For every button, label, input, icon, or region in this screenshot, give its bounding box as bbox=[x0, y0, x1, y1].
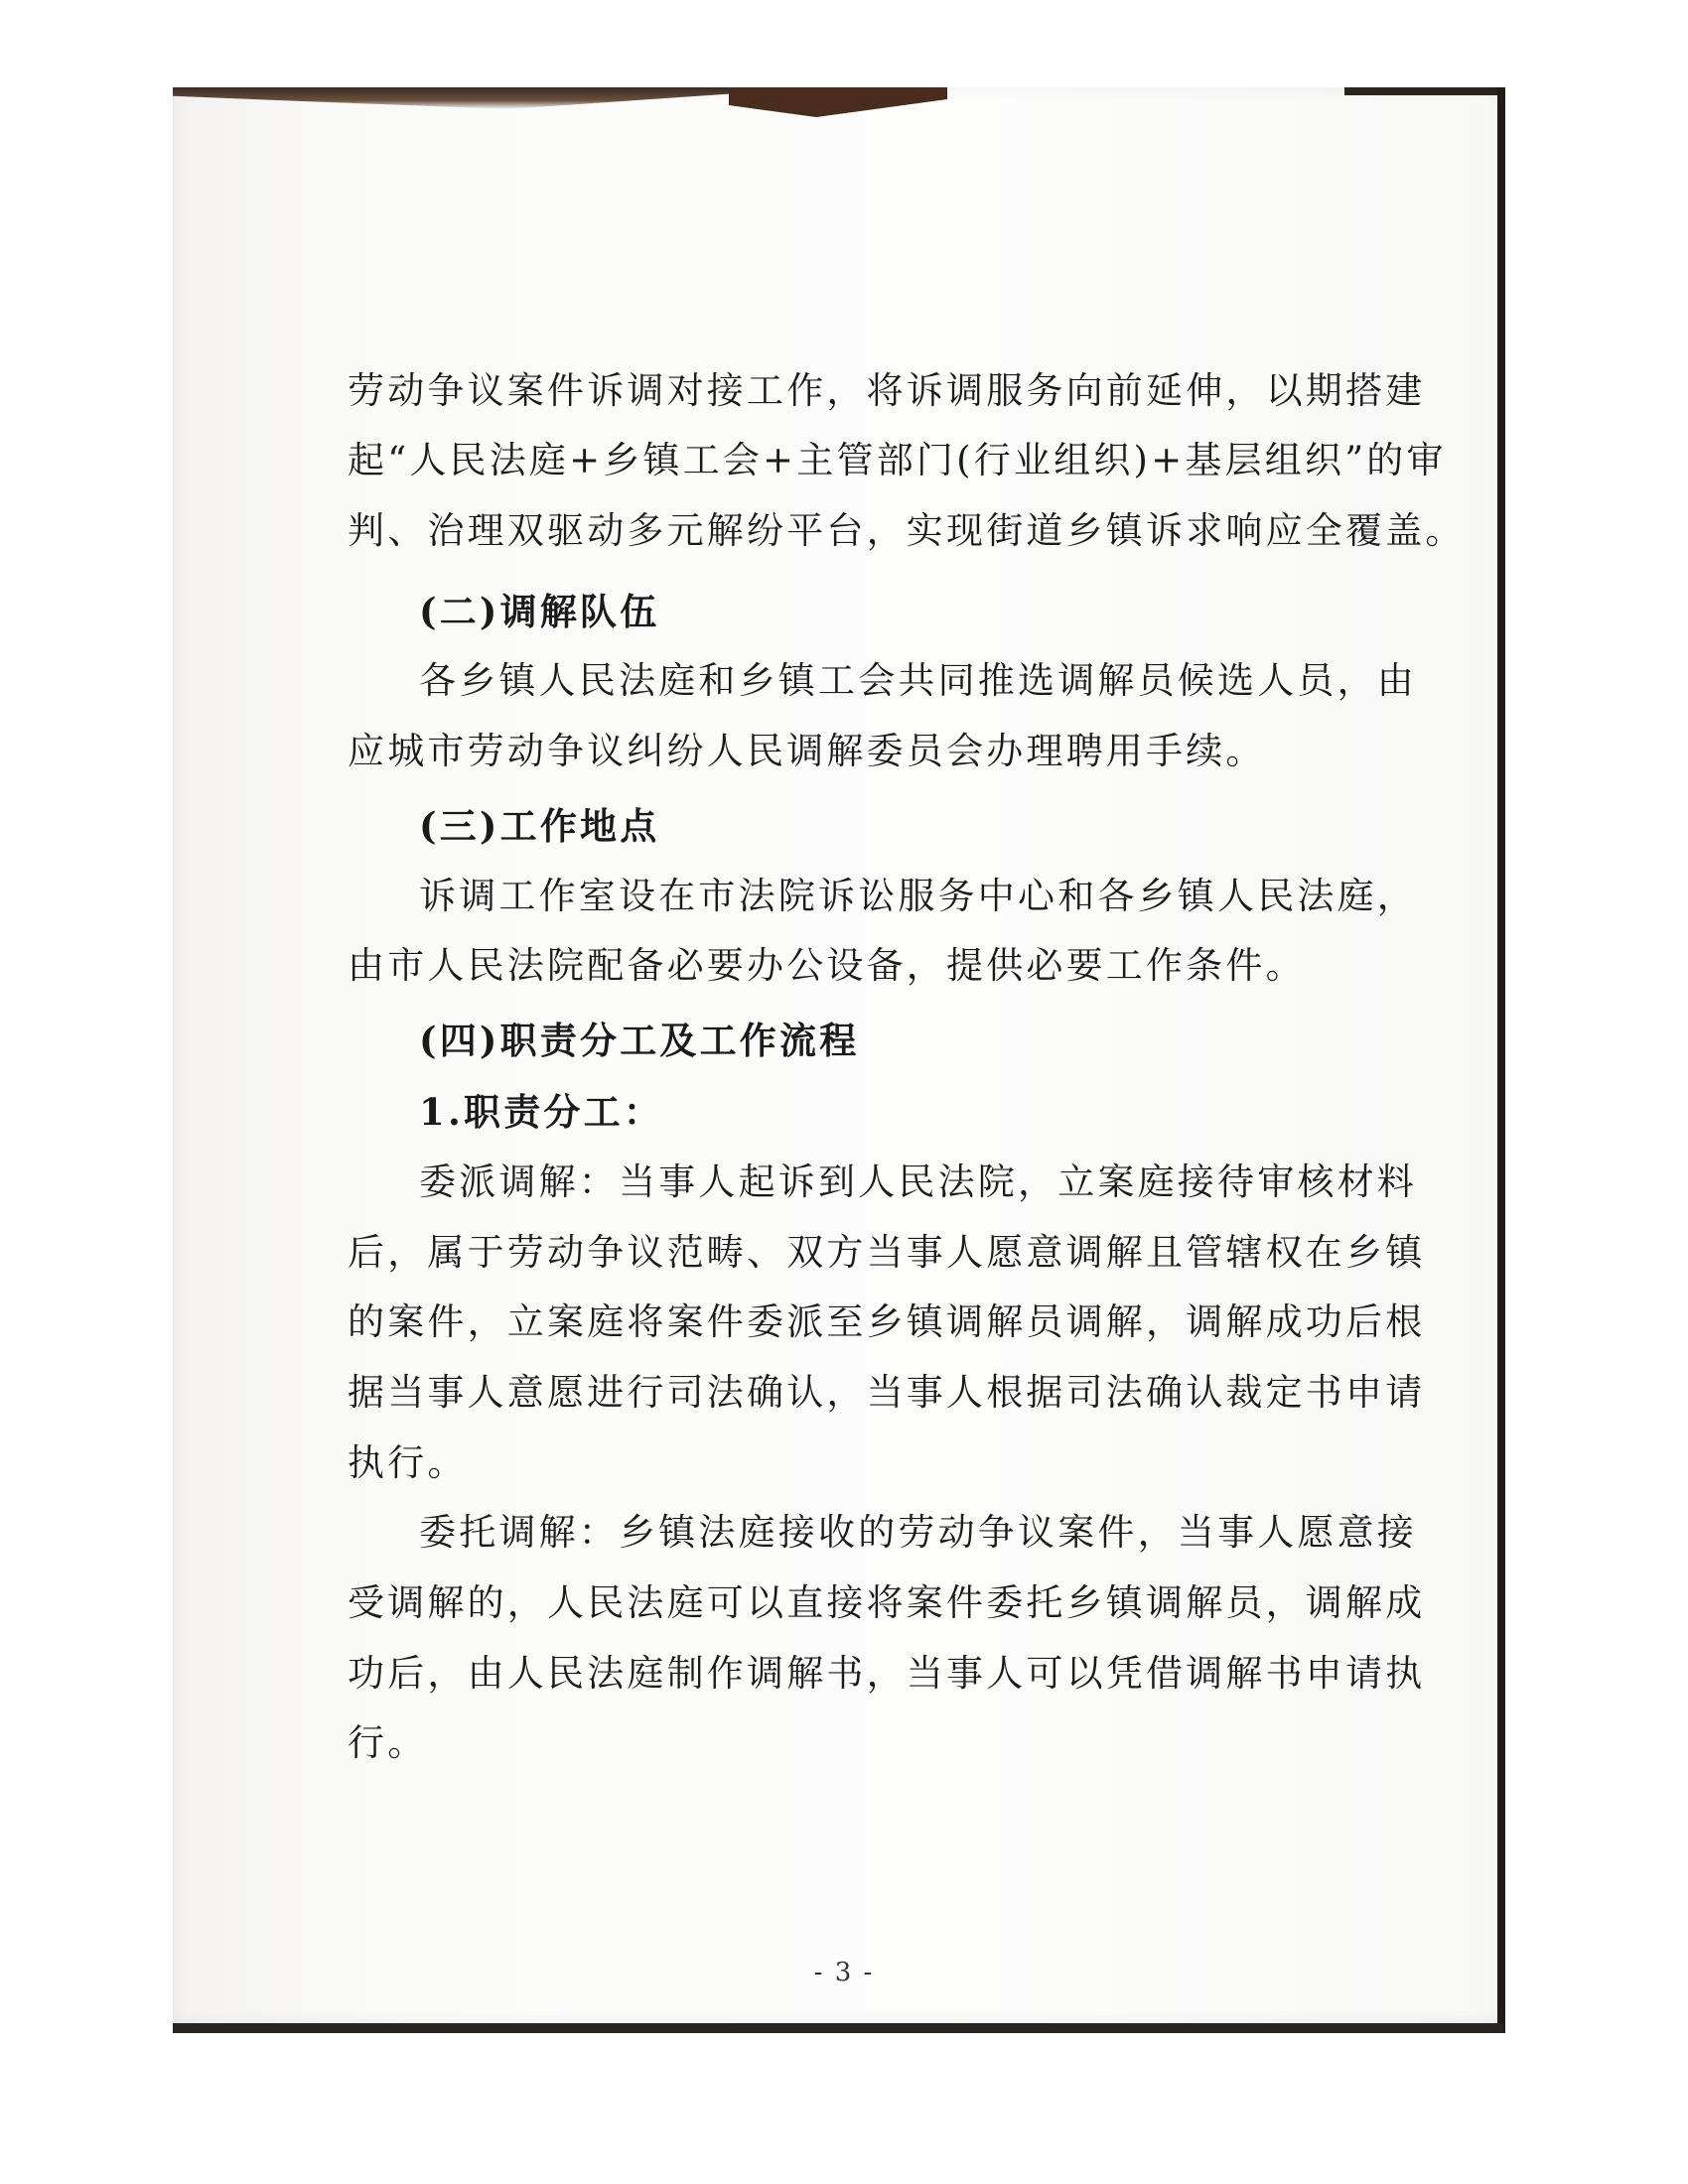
paragraph-3-line-1: 诉调工作室设在市法院诉讼服务中心和各乡镇人民法庭， bbox=[419, 875, 1417, 917]
page-edge-bottom bbox=[173, 2023, 1503, 2033]
paragraph-3-line-2: 由市人民法院配备必要办公设备，提供必要工作条件。 bbox=[348, 944, 1306, 987]
subheading-responsibilities: 1.职责分工： bbox=[419, 1090, 664, 1134]
paragraph-5-line-4: 行。 bbox=[348, 1721, 428, 1764]
heading-mediation-team: (二)调解队伍 bbox=[419, 590, 660, 633]
page-edge-top-right bbox=[1344, 87, 1503, 95]
paragraph-4-line-5: 执行。 bbox=[348, 1441, 468, 1484]
paragraph-5-line-3: 功后，由人民法庭制作调解书，当事人可以凭借调解书申请执 bbox=[348, 1652, 1426, 1695]
heading-responsibilities-workflow: (四)职责分工及工作流程 bbox=[419, 1019, 860, 1062]
background-left bbox=[0, 0, 173, 2184]
paragraph-4-line-4: 据当事人意愿进行司法确认，当事人根据司法确认裁定书申请 bbox=[348, 1371, 1426, 1414]
paragraph-4-line-2: 后，属于劳动争议范畴、双方当事人愿意调解且管辖权在乡镇 bbox=[348, 1231, 1426, 1274]
paragraph-2-line-1: 各乡镇人民法庭和乡镇工会共同推选调解员候选人员，由 bbox=[419, 659, 1417, 702]
heading-work-location: (三)工作地点 bbox=[419, 804, 660, 848]
paragraph-5-line-1: 委托调解：乡镇法庭接收的劳动争议案件，当事人愿意接 bbox=[419, 1511, 1417, 1554]
paragraph-2-line-2: 应城市劳动争议纠纷人民调解委员会办理聘用手续。 bbox=[348, 730, 1266, 772]
paragraph-1-line-1: 劳动争议案件诉调对接工作，将诉调服务向前延伸，以期搭建 bbox=[348, 369, 1426, 412]
paragraph-1-line-3: 判、治理双驱动多元解纷平台，实现街道乡镇诉求响应全覆盖。 bbox=[348, 509, 1466, 552]
page-number: - 3 - bbox=[813, 1958, 875, 1987]
paragraph-4-line-3: 的案件，立案庭将案件委派至乡镇调解员调解，调解成功后根 bbox=[348, 1300, 1426, 1343]
page-edge-right bbox=[1497, 87, 1505, 2033]
paragraph-5-line-2: 受调解的，人民法庭可以直接将案件委托乡镇调解员，调解成 bbox=[348, 1581, 1426, 1624]
paragraph-1-line-2: 起“人民法庭+乡镇工会+主管部门(行业组织)+基层组织”的审 bbox=[348, 439, 1447, 481]
paragraph-4-line-1: 委派调解：当事人起诉到人民法院，立案庭接待审核材料 bbox=[419, 1160, 1417, 1203]
background-top bbox=[173, 0, 1503, 87]
